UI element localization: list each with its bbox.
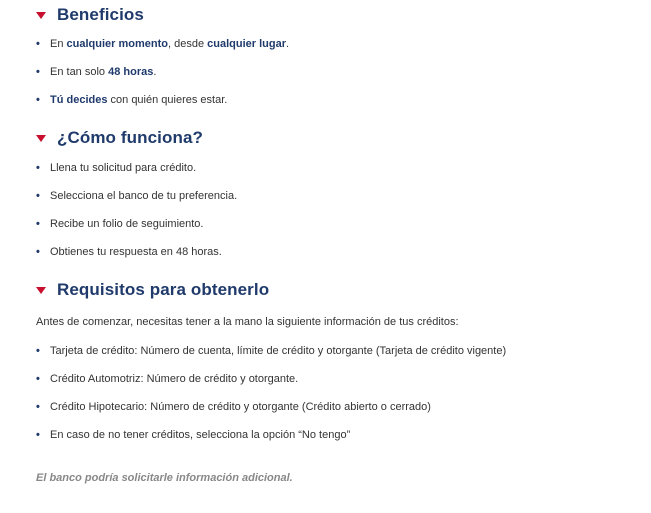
bullet-icon: • <box>36 190 40 202</box>
requisitos-intro: Antes de comenzar, necesitas tener a la mano la siguiente información de tus créditos: <box>36 316 459 328</box>
bullet-icon: • <box>36 162 40 174</box>
section-title: Requisitos para obtenerlo <box>57 280 270 299</box>
bullet-icon: • <box>36 94 40 106</box>
como-funciona-list <box>36 154 636 266</box>
section-beneficios-header[interactable] <box>36 5 144 25</box>
bullet-icon: • <box>36 345 40 357</box>
caret-down-icon <box>36 287 46 294</box>
caret-down-icon <box>36 135 46 142</box>
list-item: • Crédito Hipotecario: Número de crédito y otorgante (Crédito abierto o cerrado) <box>36 393 636 421</box>
bullet-icon: • <box>36 38 40 50</box>
list-item: • Recibe un folio de seguimiento. <box>36 210 636 238</box>
bullet-icon: • <box>36 429 40 441</box>
list-item: • En cualquier momento, desde cualquier lugar. <box>36 30 636 58</box>
bullet-icon: • <box>36 218 40 230</box>
list-item: • Tarjeta de crédito: Número de cuenta, límite de crédito y otorgante (Tarjeta de crédito vigente) <box>36 337 636 365</box>
bullet-icon: • <box>36 246 40 258</box>
list-item: • En tan solo 48 horas. <box>36 58 636 86</box>
section-como-funciona-header[interactable] <box>36 128 203 148</box>
requisitos-list <box>36 337 636 449</box>
beneficios-list <box>36 30 636 114</box>
caret-down-icon <box>36 12 46 19</box>
list-item: • Tú decides con quién quieres estar. <box>36 86 636 114</box>
list-item: • Selecciona el banco de tu preferencia. <box>36 182 636 210</box>
section-requisitos-header[interactable] <box>36 280 269 300</box>
list-item: • Crédito Automotriz: Número de crédito y otorgante. <box>36 365 636 393</box>
section-title: ¿Cómo funciona? <box>57 128 203 147</box>
bullet-icon: • <box>36 373 40 385</box>
section-title: Beneficios <box>57 5 144 24</box>
bullet-icon: • <box>36 401 40 413</box>
list-item: • Llena tu solicitud para crédito. <box>36 154 636 182</box>
disclaimer-note: El banco podría solicitarle información adicional. <box>36 472 293 484</box>
bullet-icon: • <box>36 66 40 78</box>
list-item: • En caso de no tener créditos, selecciona la opción “No tengo” <box>36 421 636 449</box>
list-item: • Obtienes tu respuesta en 48 horas. <box>36 238 636 266</box>
